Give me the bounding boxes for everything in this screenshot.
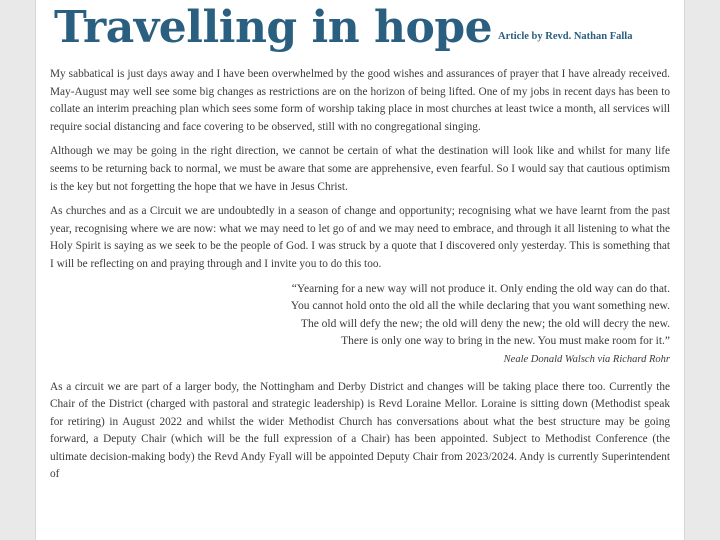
- article-byline: Article by Revd. Nathan Falla: [498, 31, 633, 42]
- quote-line: You cannot hold onto the old all the while declaring that you want something new.: [290, 300, 670, 313]
- paragraph: My sabbatical is just days away and I have been overwhelmed by the good wishes and assurances of prayer that I have already received. May-August may well see some big changes as restrictions are on the horizon of being lifted. One of my jobs in recent days has been to collate an interim preaching plan which sees some form of worship taking place in most churches at least twice a month, all services will require social distancing and face covering to be observed, still with no congregational singing.: [50, 68, 670, 133]
- article-title: Travelling in hope: [54, 2, 493, 53]
- paragraph: Although we may be going in the right direction, we cannot be certain of what the destination will look like and whilst for many life seems to be returning back to normal, we must be aware that some are apprehensive, even fearful. So I would say that cautious optimism is the key but not forgetting the hope that we have in Jesus Christ.: [50, 145, 670, 193]
- quote-line: The old will defy the new; the old will deny the new; the old will decry the new.: [300, 317, 670, 330]
- article-body: [50, 66, 670, 491]
- quote-line: There is only one way to bring in the new. You must make room for it.”: [341, 335, 670, 348]
- paragraph: As churches and as a Circuit we are undoubtedly in a season of change and opportunity; recognising what we have learnt from the past year, recognising where we are now: what we may need to let go of and we may need to embrace, and through it all listening to what the Holy Spirit is saying as we seek to be the people of God. I was struck by a quote that I discovered only yesterday. This is something that I will be reflecting on and praying through and I invite you to do this too.: [50, 205, 670, 270]
- quote-attribution: Neale Donald Walsch via Richard Rohr: [503, 353, 670, 365]
- quote-line: “Yearning for a new way will not produce it. Only ending the old way can do that.: [291, 282, 670, 295]
- article-page: [36, 0, 684, 540]
- paragraph: As a circuit we are part of a larger body, the Nottingham and Derby District and changes will be taking place there too. Currently the Chair of the District (charged with pastoral and strategic leadership) is Revd Loraine Mellor. Loraine is sitting down (Methodist speak for retiring) in August 2022 and whilst the wider Methodist Church has conversations about what the best structure may be going forward, a Deputy Chair (which will be the full expression of a Chair) has been appointed. Subject to Methodist Conference (the ultimate decision-making body) the Revd Andy Fyall will be appointed Deputy Chair from 2023/2024. Andy is currently Superintendent of: [50, 380, 670, 481]
- blockquote: [50, 281, 670, 369]
